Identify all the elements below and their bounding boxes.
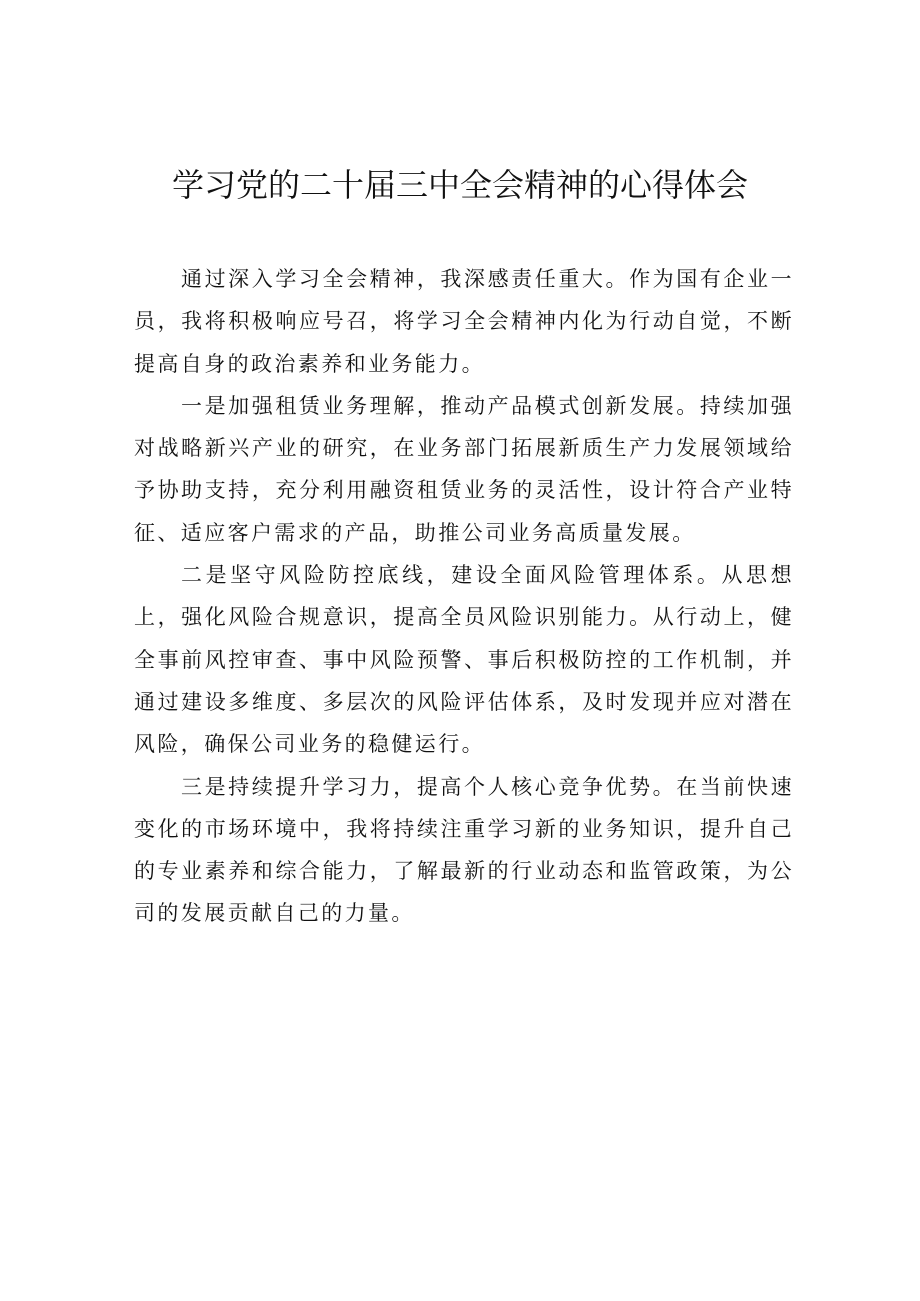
paragraph-point-one: 一是加强租赁业务理解，推动产品模式创新发展。持续加强对战略新兴产业的研究，在业务部门拓展新质生产力发展领域给予协助支持，充分利用融资租赁业务的灵活性，设计符合产业特征、适应客户需求的产品，助推公司业务高质量发展。 bbox=[134, 393, 794, 545]
paragraph-point-two: 二是坚守风险防控底线，建设全面风险管理体系。从思想上，强化风险合规意识，提高全员风险识别能力。从行动上，健全事前风控审查、事中风险预警、事后积极防控的工作机制，并通过建设多维度、多层次的风险评估体系，及时发现并应对潜在风险，确保公司业务的稳健运行。 bbox=[134, 563, 794, 757]
paragraph-intro: 通过深入学习全会精神，我深感责任重大。作为国有企业一员，我将积极响应号召，将学习全会精神内化为行动自觉，不断提高自身的政治素养和业务能力。 bbox=[134, 267, 794, 376]
document-title: 学习党的二十届三中全会精神的心得体会 bbox=[171, 166, 748, 204]
document-body bbox=[134, 258, 794, 935]
paragraph-point-three: 三是持续提升学习力，提高个人核心竞争优势。在当前快速变化的市场环境中，我将持续注重学习新的业务知识，提升自己的专业素养和综合能力，了解最新的行业动态和监管政策，为公司的发展贡献自己的力量。 bbox=[134, 774, 794, 926]
